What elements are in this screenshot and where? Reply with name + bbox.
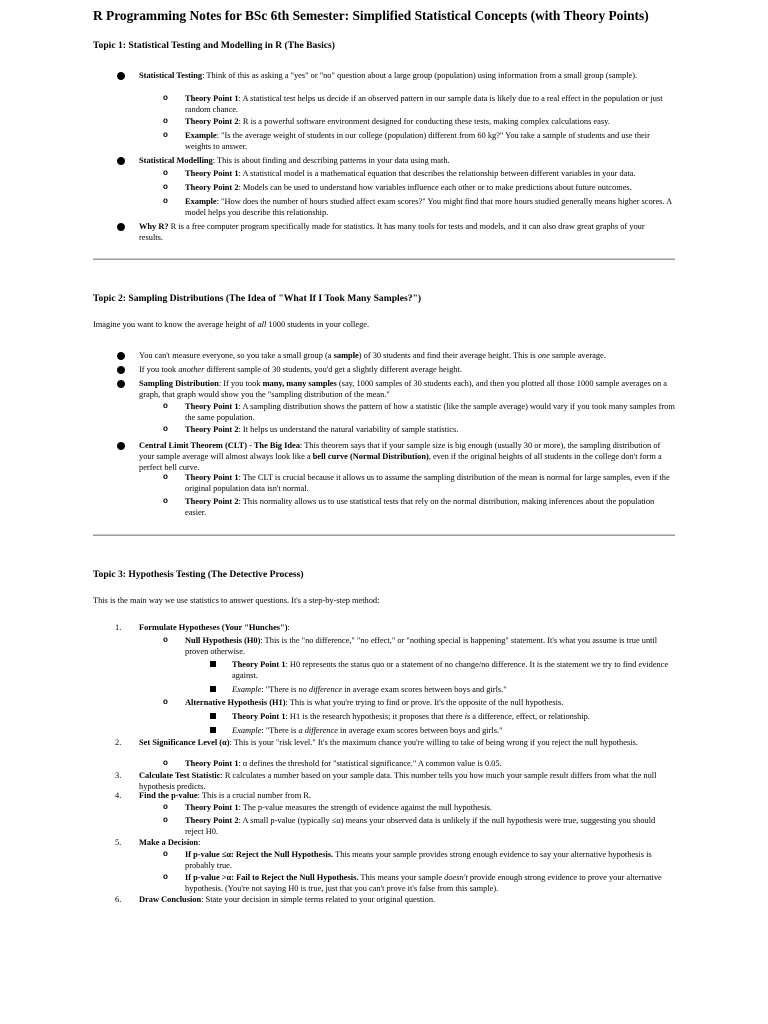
bullet-icon	[117, 223, 125, 231]
topic3-step-6: Draw Conclusion: State your decision in simple terms related to your original question.	[139, 895, 436, 904]
topic2-bullet-sample: You can't measure everyone, so you take a small group (a sample) of 30 students and find their average height. This is one sample average.	[139, 351, 606, 360]
topic3-h0-theory-point-1: Theory Point 1: H0 represents the status quo or a statement of no change/no difference. It is the statement we try to find evidence against.	[232, 660, 669, 681]
topic3-step-5: Make a Decision:	[139, 838, 201, 847]
sub-bullet-icon: o	[163, 758, 168, 767]
topic2-central-limit-theorem: Central Limit Theorem (CLT) - The Big Idea: This theorem says that if your sample size is big enough (usually 30 or more), the sampling distribution of your sample average will almost always look like a bell curve (Normal Distribution), even if the original heights of all students in the college don't form a perfect bell curve.	[139, 441, 662, 473]
document-title: R Programming Notes for BSc 6th Semester: Simplified Statistical Concepts (with Theory Points)	[93, 8, 649, 23]
topic2-clt-theory-point-1: Theory Point 1: The CLT is crucial because it allows us to assume the sampling distribution of the mean is normal for large samples, even if the original population data isn't normal.	[185, 473, 670, 494]
sub-bullet-icon: o	[163, 116, 168, 125]
square-bullet-icon	[210, 713, 216, 719]
topic1-heading: Topic 1: Statistical Testing and Modelling in R (The Basics)	[93, 40, 335, 51]
step-number: 4.	[115, 791, 122, 800]
topic2-sampling-distribution: Sampling Distribution: If you took many, many samples (say, 1000 samples of 30 students each), and then you plotted all those 1000 sample averages on a graph, that graph would show you the "sampling distribution of the mean."	[139, 379, 667, 400]
topic3-step-3: Calculate Test Statistic: R calculates a number based on your sample data. This number tells you how much your sample result differs from what the null hypothesis predicts.	[139, 771, 657, 792]
sub-bullet-icon: o	[163, 472, 168, 481]
bullet-icon	[117, 366, 125, 374]
topic3-h0-example: Example: "There is no difference in average exam scores between boys and girls."	[232, 685, 507, 694]
topic1-statistical-testing: Statistical Testing: Think of this as asking a "yes" or "no" question about a large group (population) using information from a small group (sample).	[139, 71, 638, 80]
sub-bullet-icon: o	[163, 401, 168, 410]
topic2-heading: Topic 2: Sampling Distributions (The Idea of "What If I Took Many Samples?")	[93, 293, 422, 304]
topic3-decision-fail-to-reject: If p-value >α: Fail to Reject the Null Hypothesis. This means your sample doesn't provide enough strong evidence to prove your alternative hypothesis. (You're not saying H0 is true, just that you can't prove it's false from this sample).	[185, 873, 662, 894]
topic1-why-r: Why R? R is a free computer program specifically made for statistics. It has many tools for tests and models, and it can also draw great graphs of your results.	[139, 222, 645, 243]
topic2-clt-theory-point-2: Theory Point 2: This normality allows us to use statistical tests that rely on the normal distribution, making inferences about the population easier.	[185, 497, 655, 518]
topic3-alternative-hypothesis: Alternative Hypothesis (H1): This is what you're trying to find or prove. It's the opposite of the null hypothesis.	[185, 698, 564, 707]
topic1-st-theory-point-1: Theory Point 1: A statistical test helps us decide if an observed pattern in our sample data is likely due to a real effect in the population or just random chance.	[185, 94, 663, 115]
sub-bullet-icon: o	[163, 93, 168, 102]
sub-bullet-icon: o	[163, 635, 168, 644]
sub-bullet-icon: o	[163, 424, 168, 433]
section-divider	[93, 258, 675, 260]
sub-bullet-icon: o	[163, 168, 168, 177]
sub-bullet-icon: o	[163, 815, 168, 824]
topic1-statistical-modelling: Statistical Modelling: This is about finding and describing patterns in your data using math.	[139, 156, 450, 165]
topic3-decision-reject: If p-value ≤α: Reject the Null Hypothesis. This means your sample provides strong enough evidence to say your alternative hypothesis is probably true.	[185, 850, 652, 871]
topic1-st-theory-point-2: Theory Point 2: R is a powerful software environment designed for conducting these tests, making complex calculations easy.	[185, 117, 610, 126]
topic3-null-hypothesis: Null Hypothesis (H0): This is the "no difference," "no effect," or "nothing special is happening" statement. It's what you assume is true until proven otherwise.	[185, 636, 658, 657]
topic1-sm-theory-point-1: Theory Point 1: A statistical model is a mathematical equation that describes the relationship between different variables in your data.	[185, 169, 636, 178]
topic3-pvalue-theory-point-1: Theory Point 1: The p-value measures the strength of evidence against the null hypothesis.	[185, 803, 492, 812]
square-bullet-icon	[210, 661, 216, 667]
sub-bullet-icon: o	[163, 130, 168, 139]
step-number: 5.	[115, 838, 122, 847]
topic3-step-2: Set Significance Level (α): This is your "risk level." It's the maximum chance you're willing to take of being wrong if you reject the null hypothesis.	[139, 738, 638, 747]
step-number: 3.	[115, 771, 122, 780]
sub-bullet-icon: o	[163, 872, 168, 881]
topic3-h1-example: Example: "There is a difference in average exam scores between boys and girls."	[232, 726, 503, 735]
bullet-icon	[117, 442, 125, 450]
section-divider	[93, 534, 675, 536]
sub-bullet-icon: o	[163, 849, 168, 858]
topic1-sm-example: Example: "How does the number of hours studied affect exam scores?" You might find that more hours studied generally means higher scores. A model helps you describe this relationship.	[185, 197, 672, 218]
bullet-icon	[117, 157, 125, 165]
sub-bullet-icon: o	[163, 182, 168, 191]
topic2-intro: Imagine you want to know the average height of all 1000 students in your college.	[93, 320, 370, 329]
step-number: 1.	[115, 623, 122, 632]
sub-bullet-icon: o	[163, 496, 168, 505]
sub-bullet-icon: o	[163, 196, 168, 205]
topic3-step-1: Formulate Hypotheses (Your "Hunches"):	[139, 623, 290, 632]
topic3-pvalue-theory-point-2: Theory Point 2: A small p-value (typically ≤α) means your observed data is unlikely if the null hypothesis were true, suggesting you should reject H0.	[185, 816, 656, 837]
bullet-icon	[117, 352, 125, 360]
square-bullet-icon	[210, 686, 216, 692]
topic2-sd-theory-point-1: Theory Point 1: A sampling distribution shows the pattern of how a statistic (like the sample average) would vary if you took many samples from the same population.	[185, 402, 675, 423]
topic3-alpha-theory-point-1: Theory Point 1: α defines the threshold for "statistical significance." A common value is 0.05.	[185, 759, 502, 768]
bullet-icon	[117, 380, 125, 388]
topic1-st-example: Example: "Is the average weight of students in our college (population) different from 60 kg?" You take a sample of students and use their weights to answer.	[185, 131, 650, 152]
topic1-sm-theory-point-2: Theory Point 2: Models can be used to understand how variables influence each other or to make predictions about future outcomes.	[185, 183, 632, 192]
bullet-icon	[117, 72, 125, 80]
sub-bullet-icon: o	[163, 697, 168, 706]
topic3-h1-theory-point-1: Theory Point 1: H1 is the research hypothesis; it proposes that there is a difference, effect, or relationship.	[232, 712, 590, 721]
topic2-bullet-another: If you took another different sample of 30 students, you'd get a slightly different average height.	[139, 365, 462, 374]
sub-bullet-icon: o	[163, 802, 168, 811]
topic3-intro: This is the main way we use statistics to answer questions. It's a step-by-step method:	[93, 596, 380, 605]
step-number: 6.	[115, 895, 122, 904]
square-bullet-icon	[210, 727, 216, 733]
topic3-step-4: Find the p-value: This is a crucial number from R.	[139, 791, 311, 800]
topic2-sd-theory-point-2: Theory Point 2: It helps us understand the natural variability of sample statistics.	[185, 425, 459, 434]
step-number: 2.	[115, 738, 122, 747]
topic3-heading: Topic 3: Hypothesis Testing (The Detective Process)	[93, 569, 304, 580]
